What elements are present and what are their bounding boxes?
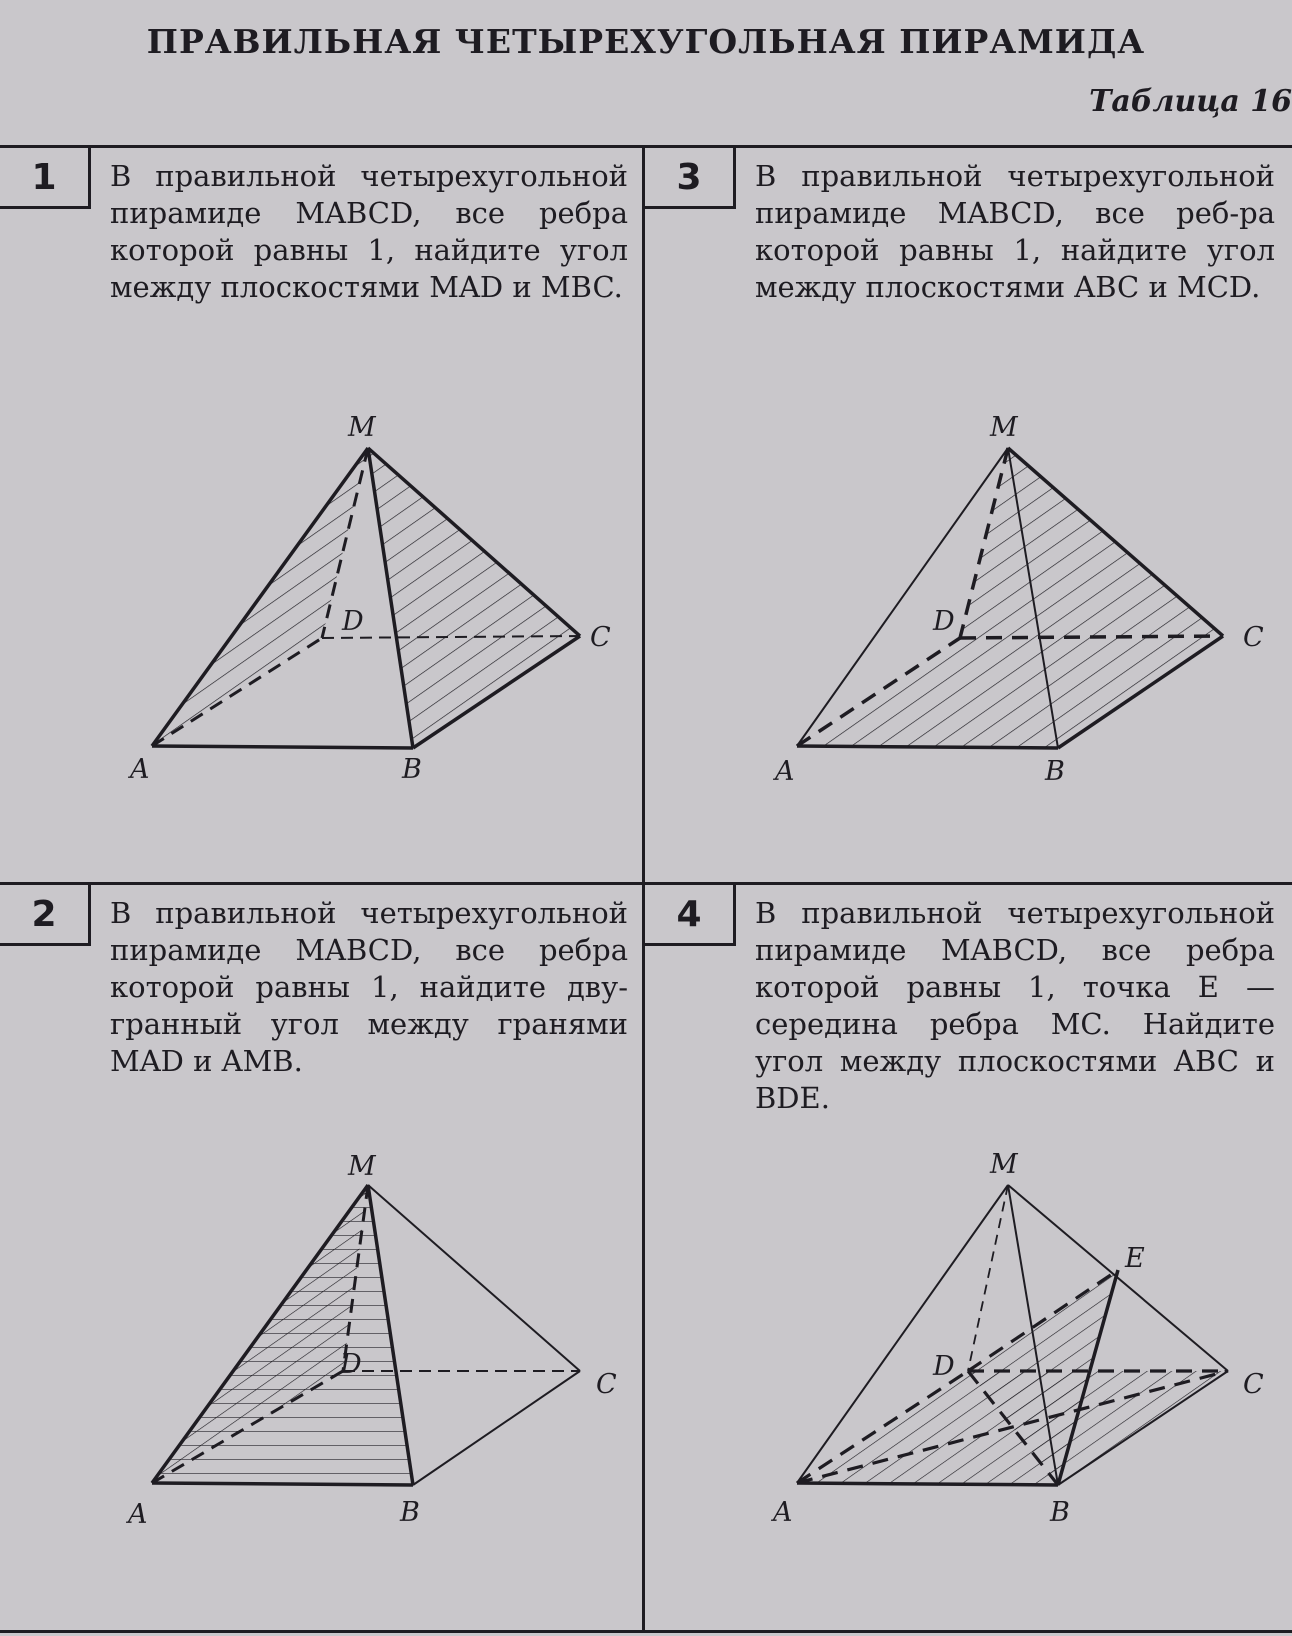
label-b: B — [400, 1497, 420, 1528]
task-number-2: 2 — [0, 885, 91, 946]
task-cell-1 — [0, 148, 642, 882]
label-a: A — [773, 1497, 793, 1528]
task-grid — [0, 145, 1292, 1633]
label-b: B — [402, 754, 422, 785]
label-c: C — [1243, 622, 1264, 653]
label-d: D — [933, 606, 955, 637]
label-m: M — [990, 1149, 1018, 1180]
task-number-3: 3 — [645, 148, 736, 209]
task-text-2: В правильной четырехугольной пирамиде MABCD, все ребра которой равны 1, найдите дву-гранный угол между гранями MAD и AMB. — [110, 896, 628, 1078]
task-cell-3 — [645, 148, 1292, 882]
task-text-4: В правильной четырехугольной пирамиде MABCD, все ребра которой равны 1, точка E — середина ребра MC. Найдите угол между плоскостями ABC и BDE. — [755, 896, 1275, 1115]
task-cell-2 — [0, 885, 642, 1633]
label-d: D — [933, 1351, 955, 1382]
label-c: C — [1243, 1369, 1264, 1400]
label-b: B — [1045, 756, 1065, 787]
face-mbc-hatched — [368, 448, 580, 748]
label-b: B — [1050, 1497, 1070, 1528]
label-m: M — [348, 412, 376, 443]
task-cell-4 — [645, 885, 1292, 1633]
label-a: A — [128, 1499, 148, 1530]
label-d: D — [342, 606, 364, 637]
task-text-3: В правильной четырехугольной пирамиде MABCD, все реб-ра которой равны 1, найдите угол между плоскостями ABC и MCD. — [755, 159, 1275, 304]
base-abcd-hatched — [797, 636, 1223, 748]
label-m: M — [348, 1151, 376, 1182]
label-a: A — [775, 756, 795, 787]
label-a: A — [130, 754, 150, 785]
label-c: C — [590, 622, 611, 653]
pyramid-figure-1 — [0, 148, 642, 882]
label-d: D — [340, 1349, 362, 1380]
page-title: ПРАВИЛЬНАЯ ЧЕТЫРЕХУГОЛЬНАЯ ПИРАМИДА — [146, 22, 1146, 61]
task-number-4: 4 — [645, 885, 736, 946]
task-number-1: 1 — [0, 148, 91, 209]
label-e: E — [1125, 1243, 1145, 1274]
label-m: M — [990, 412, 1018, 443]
table-label: Таблица 16 — [1089, 84, 1292, 119]
pyramid-figure-3 — [645, 148, 1292, 882]
task-text-1: В правильной четырехугольной пирамиде MABCD, все ребра которой равны 1, найдите угол между плоскостями MAD и MBC. — [110, 159, 628, 304]
label-c: C — [596, 1369, 617, 1400]
pyramid-figure-2 — [0, 885, 642, 1633]
pyramid-figure-4 — [645, 885, 1292, 1633]
